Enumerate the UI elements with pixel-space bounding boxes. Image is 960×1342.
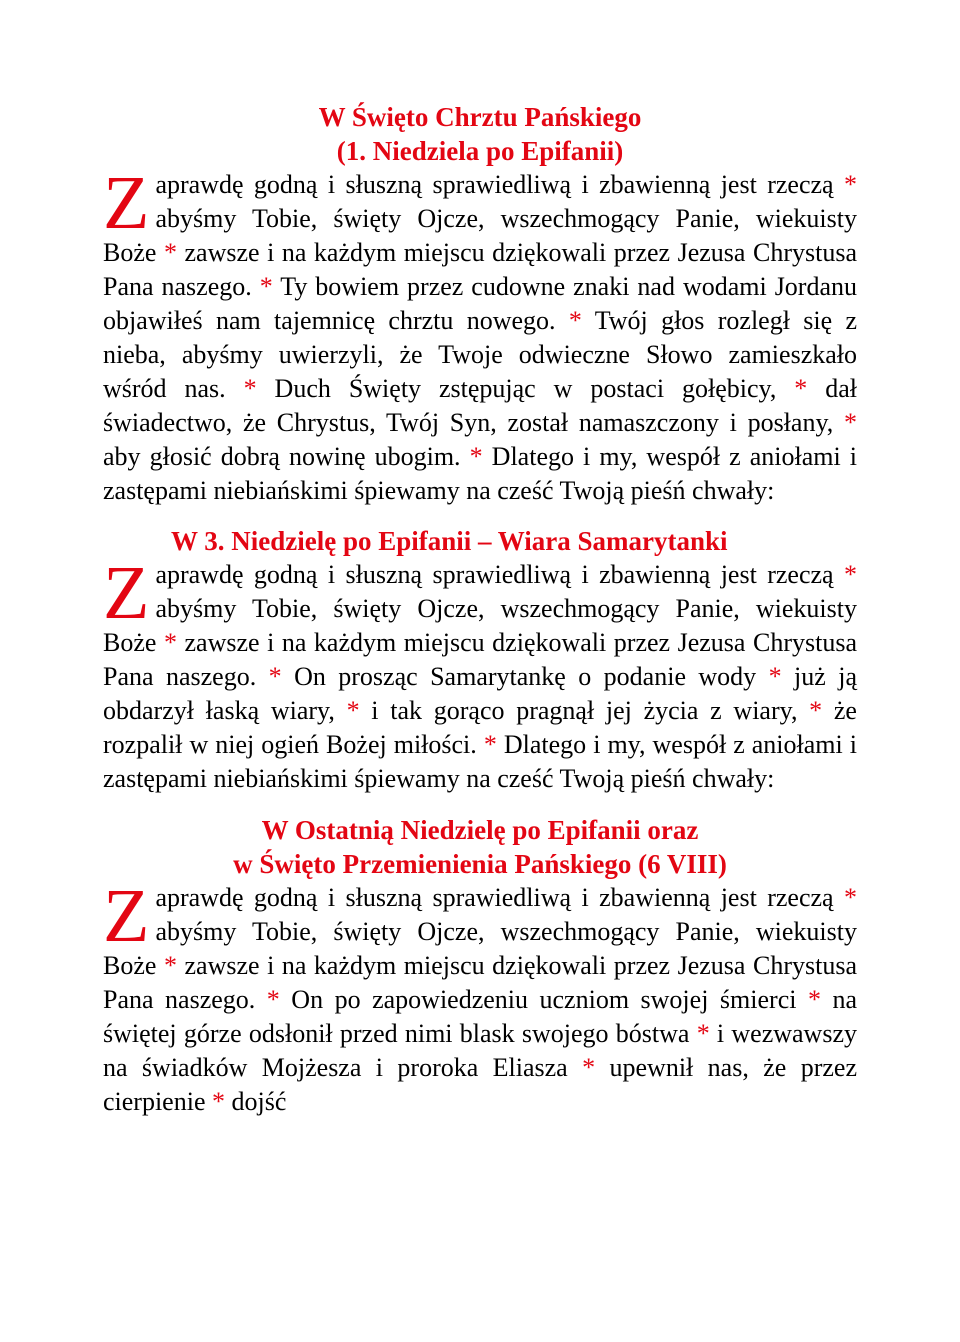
text-run: na świętej górze odsłonił przed nimi blask swojego bóstwa [103, 985, 858, 1048]
asterisk-marker: * [243, 374, 257, 403]
drop-cap: Z [103, 551, 150, 635]
asterisk-marker: * [163, 951, 177, 980]
text-run: dojść [225, 1087, 287, 1116]
title-line: W Święto Chrztu Pańskiego [318, 102, 642, 132]
asterisk-marker: * [212, 1087, 225, 1116]
section-title [103, 813, 857, 881]
text-run: upewnił nas, że przez cierpienie [103, 1053, 857, 1116]
drop-cap: Z [103, 874, 150, 958]
preface-baptism [103, 100, 857, 508]
section-title [103, 100, 857, 168]
title-line: (1. Niedziela po Epifanii) [336, 136, 624, 166]
asterisk-marker: * [844, 408, 857, 437]
text-run: aby głosić dobrą nowinę ubogim. [103, 442, 470, 471]
text-run: Dlatego i my, wespół z aniołami i zastępami niebiańskimi śpiewamy na cześć Twoją pieśń chwały: [103, 730, 857, 793]
text-run: już ją obdarzył łaską wiary, [103, 662, 858, 725]
text-run: On po zapowiedzeniu uczniom swojej śmierci [279, 985, 808, 1014]
asterisk-marker: * [844, 883, 857, 912]
text-run: Dlatego i my, wespół z aniołami i zastępami niebiańskimi śpiewamy na cześć Twoją pieśń chwały: [103, 442, 857, 505]
section-text [103, 551, 858, 796]
text-run: aprawdę godną i słuszną sprawiedliwą i zbawienną jest rzeczą [155, 560, 844, 589]
asterisk-marker: * [266, 985, 280, 1014]
text-run: zawsze i na każdym miejscu dziękowali przez Jezusa Chrystusa Pana naszego. [103, 628, 857, 691]
text-run: abyśmy Tobie, święty Ojcze, wszechmogący Panie, wiekuisty Boże [103, 594, 857, 657]
text-run: zawsze i na każdym miejscu dziękowali przez Jezusa Chrystusa Pana naszego. [103, 951, 857, 1014]
asterisk-marker: * [844, 560, 857, 589]
asterisk-marker: * [809, 696, 823, 725]
asterisk-marker: * [163, 628, 177, 657]
text-run: i wezwawszy na świadków Mojżesza i proroka Eliasza [103, 1019, 857, 1082]
preface-samaritan [103, 524, 857, 796]
section-text [103, 161, 858, 508]
asterisk-marker: * [794, 374, 808, 403]
asterisk-marker: * [346, 696, 360, 725]
title-line: W 3. Niedzielę po Epifanii – Wiara Samarytanki [171, 526, 728, 556]
text-run: aprawdę godną i słuszną sprawiedliwą i zbawienną jest rzeczą [155, 883, 844, 912]
text-run: On prosząc Samarytankę o podanie wody [281, 662, 769, 691]
asterisk-marker: * [483, 730, 497, 759]
asterisk-marker: * [268, 662, 282, 691]
asterisk-marker: * [568, 306, 582, 335]
section-text [103, 874, 858, 1119]
text-run: Duch Święty zstępując w postaci gołębicy, [256, 374, 795, 403]
text-run: aprawdę godną i słuszną sprawiedliwą i zbawienną jest rzeczą [155, 170, 844, 199]
text-run: abyśmy Tobie, święty Ojcze, wszechmogący Panie, wiekuisty Boże [103, 204, 857, 267]
asterisk-marker: * [469, 442, 483, 471]
asterisk-marker: * [844, 170, 857, 199]
text-run: Ty bowiem przez cudowne znaki nad wodami Jordanu objawiłeś nam tajemnicę chrztu nowego. [103, 272, 858, 335]
asterisk-marker: * [768, 662, 782, 691]
asterisk-marker: * [807, 985, 821, 1014]
text-run: i tak gorąco pragnął jej życia z wiary, [359, 696, 810, 725]
text-run: abyśmy Tobie, święty Ojcze, wszechmogący Panie, wiekuisty Boże [103, 917, 857, 980]
text-run: że rozpalił w niej ogień Bożej miłości. [103, 696, 857, 759]
asterisk-marker: * [163, 238, 177, 267]
asterisk-marker: * [259, 272, 273, 301]
preface-transfiguration [103, 813, 857, 1119]
text-run: zawsze i na każdym miejscu dziękowali przez Jezusa Chrystusa Pana naszego. [103, 238, 857, 301]
text-run: dał świadectwo, że Chrystus, Twój Syn, został namaszczony i posłany, [103, 374, 857, 437]
text-run: Twój głos rozległ się z nieba, abyśmy uwierzyli, że Twoje odwieczne Słowo zamieszkało wśród nas. [103, 306, 857, 403]
asterisk-marker: * [582, 1053, 596, 1082]
asterisk-marker: * [696, 1019, 710, 1048]
section-title [103, 524, 857, 558]
drop-cap: Z [103, 161, 150, 245]
title-line: W Ostatnią Niedzielę po Epifanii oraz [261, 815, 699, 845]
title-line: w Święto Przemienienia Pańskiego (6 VIII) [233, 849, 727, 879]
